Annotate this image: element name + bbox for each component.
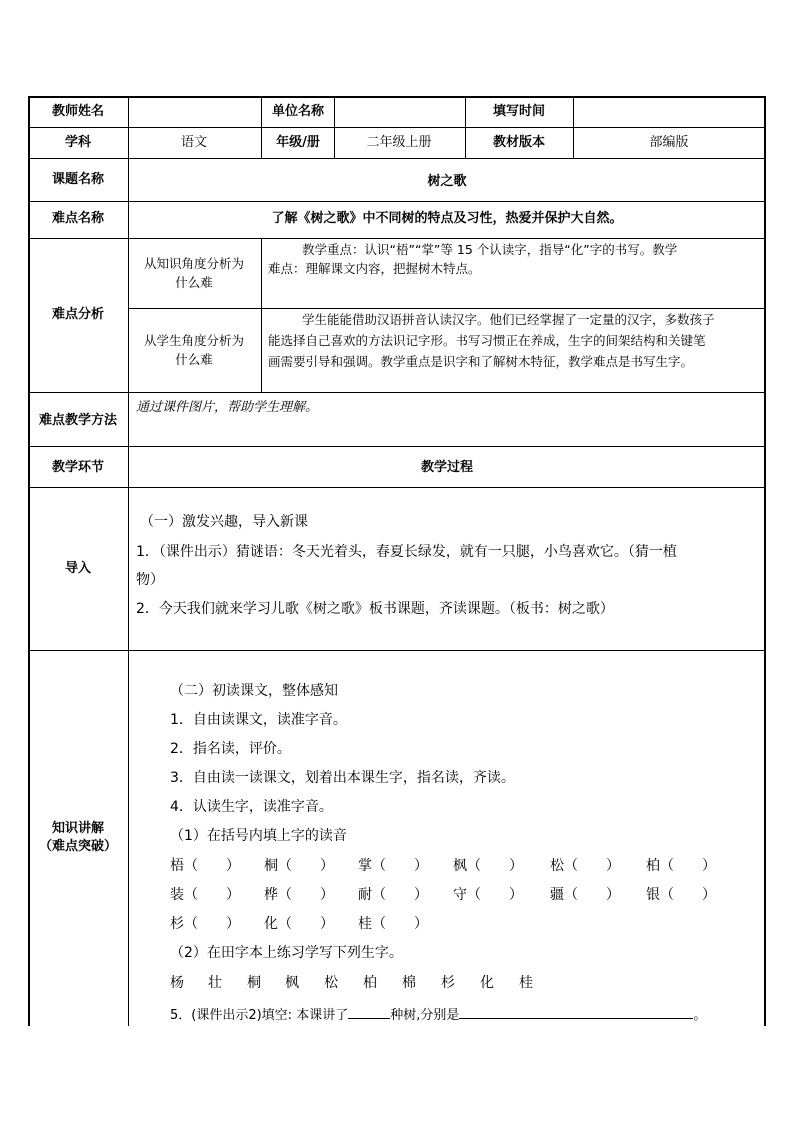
col-divider xyxy=(465,96,466,158)
row-divider xyxy=(28,650,766,651)
knowledge-step-5 xyxy=(170,1004,706,1025)
pinyin-item: 耐（ ） xyxy=(358,887,428,903)
edition-value: 部编版 xyxy=(649,135,689,150)
knowledge-label: 知识讲解 xyxy=(51,821,105,836)
process-label: 教学过程 xyxy=(420,460,474,475)
knowledge-sublabel: （难点突破） xyxy=(38,839,118,854)
col-divider-label xyxy=(128,96,129,1026)
intro-heading: （一）激发兴趣，导入新课 xyxy=(140,514,308,530)
pinyin-item: 桂（ ） xyxy=(358,916,428,932)
tree-count-blank[interactable] xyxy=(348,1004,390,1019)
grade-label: 年级/册 xyxy=(276,135,320,150)
pinyin-item: 桦（ ） xyxy=(264,887,334,903)
lesson-title-label: 课题名称 xyxy=(51,172,105,187)
knowledge-step-3: 3．自由读一读课文，划着出本课生字，指名读，齐读。 xyxy=(170,770,515,786)
pinyin-item: 银（ ） xyxy=(646,887,716,903)
unit-name-label: 单位名称 xyxy=(271,104,325,119)
knowledge-analysis-text: 难点：理解课文内容，把握树木特点。 xyxy=(268,261,481,276)
intro-item-1: 1．（课件出示）猜谜语：冬天光着头，春夏长绿发，就有一只腿，小鸟喜欢它。（猜一植 xyxy=(136,544,677,560)
step5-prefix: 5．(课件出示2)填空: 本课讲了 xyxy=(170,1008,349,1023)
knowledge-heading: （二）初读课文，整体感知 xyxy=(170,683,338,699)
row-divider xyxy=(28,487,766,488)
practice-char: 枫 xyxy=(285,975,299,991)
pinyin-item: 疆（ ） xyxy=(550,887,620,903)
tree-names-blank[interactable] xyxy=(459,1004,693,1019)
method-value: 通过课件图片，帮助学生理解。 xyxy=(136,400,319,415)
knowledge-sub-1: （1）在括号内填上字的读音 xyxy=(170,828,347,844)
step5-middle: 种树,分别是 xyxy=(390,1008,460,1023)
student-angle-label: 什么难 xyxy=(175,352,213,367)
pinyin-item: 装（ ） xyxy=(170,887,240,903)
pinyin-item: 梧（ ） xyxy=(170,858,240,874)
stage-label: 教学环节 xyxy=(51,460,105,475)
student-angle-label: 从学生角度分析为 xyxy=(143,333,245,348)
student-analysis-text: 能选择自己喜欢的方法识记字形。书写习惯正在养成，生字的间架结构和关键笔 xyxy=(268,333,706,348)
edition-label: 教材版本 xyxy=(492,135,546,150)
practice-char: 松 xyxy=(324,975,338,991)
practice-char: 桂 xyxy=(519,975,533,991)
col-divider xyxy=(261,96,262,158)
pinyin-item: 杉（ ） xyxy=(170,916,240,932)
pinyin-item: 掌（ ） xyxy=(358,858,428,874)
subject-value: 语文 xyxy=(180,135,208,150)
practice-char: 杨 xyxy=(170,975,184,991)
difficulty-label: 难点名称 xyxy=(51,211,105,226)
student-analysis-text: 学生能能借助汉语拼音认读汉字。他们已经掌握了一定量的汉字，多数孩子 xyxy=(302,312,715,327)
table-border-left xyxy=(28,96,30,1026)
knowledge-angle-label: 从知识角度分析为 xyxy=(143,256,245,271)
row-divider xyxy=(28,392,766,393)
practice-char: 化 xyxy=(480,975,494,991)
fill-date-label: 填写时间 xyxy=(492,104,546,119)
col-divider-analysis xyxy=(261,238,262,392)
teacher-name-label: 教师姓名 xyxy=(51,104,105,119)
practice-char: 桐 xyxy=(247,975,261,991)
knowledge-step-4: 4．认读生字，读准字音。 xyxy=(170,799,333,815)
lesson-plan-table xyxy=(28,96,766,1026)
student-analysis-text: 画需要引导和强调。教学重点是识字和了解树木特征，教学难点是书写生字。 xyxy=(268,354,694,369)
step5-end: 。 xyxy=(693,1008,707,1023)
knowledge-sub-2: （2）在田字本上练习学写下列生字。 xyxy=(170,945,403,961)
subject-label: 学科 xyxy=(64,135,92,150)
method-label: 难点教学方法 xyxy=(38,413,118,428)
pinyin-item: 守（ ） xyxy=(453,887,523,903)
pinyin-item: 化（ ） xyxy=(264,916,334,932)
lesson-title-value: 树之歌 xyxy=(427,174,467,189)
row-divider xyxy=(28,158,766,159)
pinyin-item: 松（ ） xyxy=(550,858,620,874)
row-divider xyxy=(28,238,766,239)
knowledge-angle-label: 什么难 xyxy=(175,275,213,290)
knowledge-analysis-text: 教学重点：认识“梧”“掌”等 15 个认读字，指导“化”字的书写。教学 xyxy=(302,242,678,257)
practice-char: 杉 xyxy=(441,975,455,991)
intro-item-2: 2．今天我们就来学习儿歌《树之歌》板书课题，齐读课题。（板书：树之歌） xyxy=(136,601,614,617)
practice-char: 柏 xyxy=(363,975,377,991)
practice-char: 壮 xyxy=(208,975,222,991)
row-divider xyxy=(28,201,766,202)
practice-char: 棉 xyxy=(402,975,416,991)
pinyin-item: 柏（ ） xyxy=(646,858,716,874)
table-border-right xyxy=(764,96,766,1026)
row-divider xyxy=(28,446,766,447)
pinyin-item: 枫（ ） xyxy=(453,858,523,874)
intro-label: 导入 xyxy=(64,561,92,576)
intro-item-1-cont: 物） xyxy=(136,572,164,588)
col-divider xyxy=(334,96,335,158)
grade-value: 二年级上册 xyxy=(366,135,432,150)
pinyin-item: 桐（ ） xyxy=(264,858,334,874)
row-divider xyxy=(128,308,766,309)
analysis-label: 难点分析 xyxy=(51,307,105,322)
col-divider xyxy=(573,96,574,158)
difficulty-value: 了解《树之歌》中不同树的特点及习性，热爱并保护大自然。 xyxy=(271,211,623,226)
knowledge-step-1: 1．自由读课文，读准字音。 xyxy=(170,712,347,728)
row-divider xyxy=(28,127,766,128)
knowledge-step-2: 2．指名读，评价。 xyxy=(170,741,291,757)
table-border-top xyxy=(28,96,766,98)
